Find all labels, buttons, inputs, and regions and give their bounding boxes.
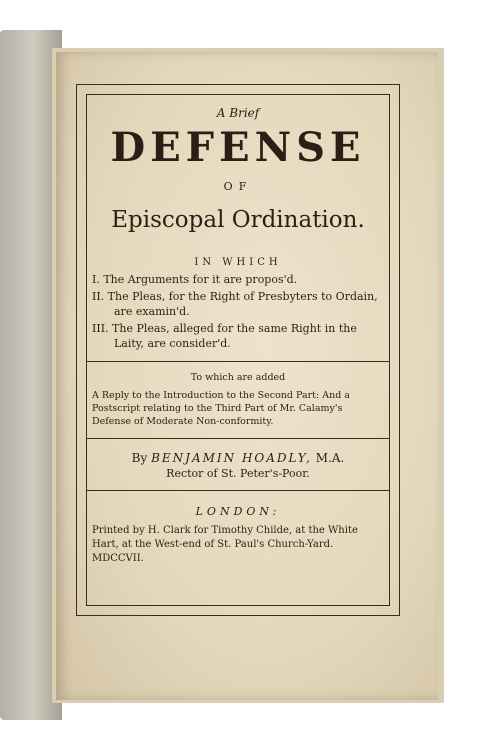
contents-item: II. The Pleas, for the Right of Presbyters to Ordain, are examin'd. xyxy=(92,290,378,318)
title-of: OF xyxy=(223,180,253,193)
contents-item: III. The Pleas, alleged for the same Right in the Laity, are consider'd. xyxy=(92,322,357,350)
divider-rule xyxy=(86,490,390,491)
added-heading: To which are added xyxy=(190,372,286,383)
contents-item: I. The Arguments for it are propos'd. xyxy=(92,273,298,286)
author-line xyxy=(92,451,384,465)
author-title: Rector of St. Peter's-Poor. xyxy=(166,467,310,480)
main-title: DEFENSE xyxy=(110,124,366,171)
author-name: BENJAMIN HOADLY, xyxy=(151,451,312,465)
title-page-content xyxy=(92,100,384,566)
author-by: By xyxy=(131,451,148,465)
author-degree: M.A. xyxy=(315,451,345,465)
added-text: A Reply to the Introduction to the Second Part: And a Postscript relating to the Third Part of Mr. Calamy's Defense of Moderate Non-conformity. xyxy=(92,390,350,427)
imprint-text: Printed by H. Clark for Timothy Childe, at the White Hart, at the West-end of St. Paul's Church-Yard. MDCCVII. xyxy=(92,525,358,564)
in-which-heading: IN WHICH xyxy=(194,257,282,268)
divider-rule xyxy=(86,438,390,439)
divider-rule xyxy=(86,361,390,362)
contents-list xyxy=(92,272,384,351)
subtitle: Episcopal Ordination. xyxy=(111,207,365,233)
imprint-city: LONDON: xyxy=(195,505,281,518)
title-prefix: A Brief xyxy=(216,106,260,120)
